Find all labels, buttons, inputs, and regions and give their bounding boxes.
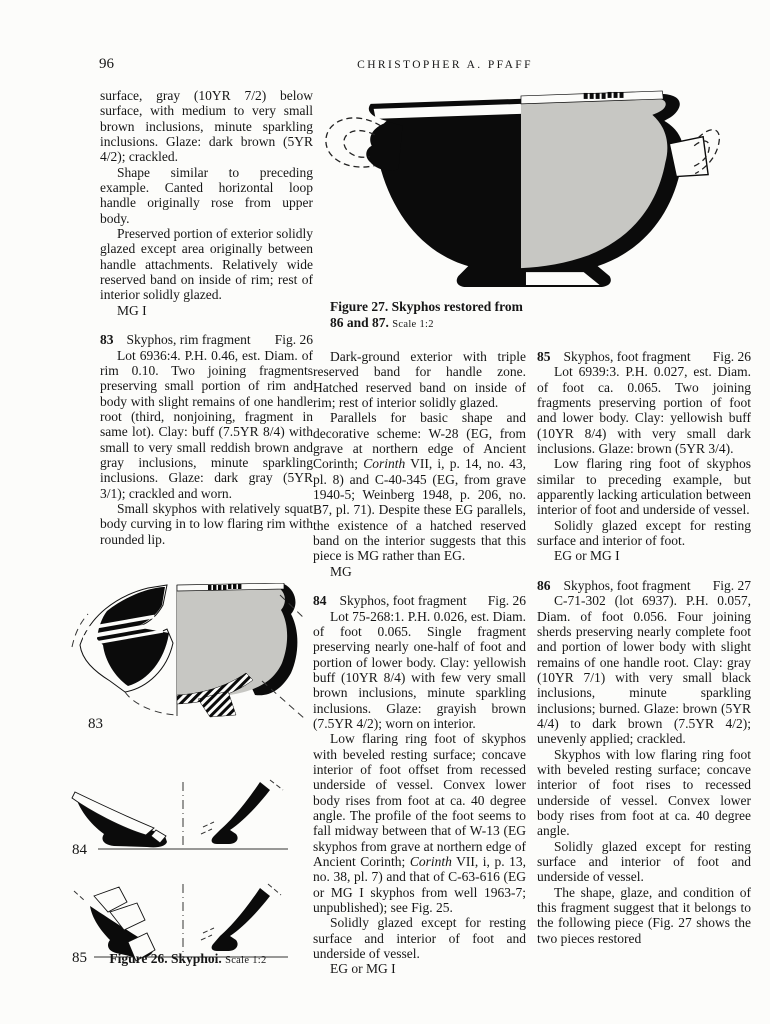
left-column xyxy=(100,88,313,547)
paragraph: C-71-302 (lot 6937). P.H. 0.057, Diam. of foot 0.056. Four joining sherds preserving nearly complete foot and portion of lower body with slight remains of one handle root. Clay: gray (10YR 7/1) with very small black inclusions, minute sparkling inclusions; burned. Glaze: brown (5YR 4/4) to dark brown (7.5YR 4/2); unevenly applied; crackled. xyxy=(537,593,751,747)
entry-title: Skyphos, foot fragment xyxy=(339,593,467,609)
period-designation: EG or MG I xyxy=(554,548,620,564)
paragraph: Lot 75-268:1. P.H. 0.026, est. Diam. of foot 0.065. Single fragment preserving nearly one-half of foot and portion of lower body. Clay: yellowish buff (10YR 8/4) with few very small brown inclusions, minute sparkling inclusions. Glaze: grayish brown (7.5YR 4/2); worn on interior. xyxy=(313,608,526,731)
running-head: CHRISTOPHER A. PFAFF xyxy=(357,59,533,71)
paragraph: Parallels for basic shape and decorative scheme: W-28 (EG, from grave at northern edge of Ancient Corinth; Corinth VII, i, p. 14, no. 43, pl. 8) and C-40-345 (EG, from grave 1940-5; Weinberg 1948, p. 206, no. B7, pl. 71). Despite these EG parallels, the existence of a hatched reserved band on the interior suggests that this piece is MG rather than EG. xyxy=(313,410,526,564)
paragraph: Low flaring ring foot of skyphos with beveled resting surface; concave interior of foot offset from recessed underside of vessel. Convex lower body rises from foot at ca. 40 degree angle. The profile of the foot seems to fall midway between that of W-13 (EG skyphos from grave at northern edge of Ancient Corinth; Corinth VII, i, p. 13, no. 38, pl. 7) and that of C-63-616 (EG or MG I skyphos from well 1963-7; unpublished); see Fig. 25. xyxy=(313,731,526,916)
entry-number: 86 xyxy=(537,577,551,593)
entry-title: Skyphos, foot fragment xyxy=(563,577,691,593)
catalog-entry-84 xyxy=(313,593,526,977)
right-column xyxy=(537,349,751,946)
drawing-label-85: 85 xyxy=(72,950,87,966)
figure-27-caption-line2: 86 and 87. xyxy=(330,315,389,330)
figure-26-drawing-83 xyxy=(70,583,305,733)
figure-26-caption xyxy=(72,951,304,967)
entry-number: 84 xyxy=(313,593,327,609)
catalog-entry-83 xyxy=(100,332,313,547)
figure-reference: Fig. 26 xyxy=(487,593,526,609)
catalog-entry-85 xyxy=(537,349,751,564)
section-gray-right xyxy=(521,99,667,268)
right-handle-attachment xyxy=(669,137,708,177)
paragraph: Low flaring ring foot of skyphos similar to preceding example, but apparently lacking articulation between interior of foot and underside of vessel. xyxy=(537,456,751,518)
paragraph: Solidly glazed except for resting surface and interior of foot. xyxy=(537,517,751,549)
paragraph: Preserved portion of exterior solidly glazed except area originally between handle attachments. Relatively wide reserved band on inside of rim; rest of interior solidly glazed. xyxy=(100,226,313,303)
drawing-label-84: 84 xyxy=(72,842,87,858)
period-designation: MG I xyxy=(117,302,147,318)
figure-reference: Fig. 26 xyxy=(274,332,313,348)
entry-title: Skyphos, foot fragment xyxy=(563,349,691,364)
period-designation: MG xyxy=(330,563,352,579)
figure-26-drawing-84 xyxy=(70,778,305,866)
figure-27-caption xyxy=(330,299,540,333)
italic-corinth: Corinth xyxy=(409,854,452,869)
paragraph: Dark-ground exterior with triple reserved band for handle zone. Hatched reserved band on inside of rim; rest of interior solidly glazed. xyxy=(313,349,526,411)
figure-reference: Fig. 27 xyxy=(712,577,751,593)
paragraph-continuation: surface, gray (10YR 7/2) below surface, with medium to very small brown inclusions, minute sparkling inclusions. Glaze: dark brown (5YR 4/2); crackled. xyxy=(100,88,313,165)
figure-27-scale: Scale 1:2 xyxy=(392,319,434,330)
period-designation: EG or MG I xyxy=(330,961,396,977)
italic-corinth: Corinth xyxy=(363,456,406,472)
entry-number: 85 xyxy=(537,349,551,364)
entry-title: Skyphos, rim fragment xyxy=(126,332,251,348)
figure-27-caption-line1: Figure 27. Skyphos restored from xyxy=(330,299,523,314)
figure-27-skyphos-drawing xyxy=(316,82,722,296)
figure-26-caption-text: Figure 26. Skyphoi. xyxy=(109,951,222,966)
middle-column xyxy=(313,349,526,977)
paragraph: Lot 6939:3. P.H. 0.027, est. Diam. of foot ca. 0.065. Two joining fragments preserving portion of foot and lower body. Clay: yellowish buff (10YR 8/4) with very small dark inclusions. Glaze: brown (5YR 3/4). xyxy=(537,364,751,457)
figure-26-scale: Scale 1:2 xyxy=(225,955,267,966)
drawing-label-83: 83 xyxy=(88,716,103,732)
entry-number: 83 xyxy=(100,332,114,348)
page-number: 96 xyxy=(99,56,114,72)
paragraph: Solidly glazed except for resting surface and interior of foot and underside of vessel. xyxy=(537,838,751,885)
paragraph: Shape similar to preceding example. Canted horizontal loop handle originally rose from upper body. xyxy=(100,164,313,226)
paragraph: The shape, glaze, and condition of this fragment suggest that it belongs to the following piece (Fig. 27 shows the two pieces restored xyxy=(537,884,751,946)
paragraph: Skyphos with low flaring ring foot with beveled resting surface; concave interior of foot rises to recessed underside of vessel. Convex lower body rises from foot at ca. 40 degree angle. xyxy=(537,746,751,839)
paragraph: Solidly glazed except for resting surface and interior of foot and underside of vessel. xyxy=(313,915,526,962)
figure-reference: Fig. 26 xyxy=(712,349,751,364)
paragraph: Small skyphos with relatively squat body curving in to low flaring rim with rounded lip. xyxy=(100,500,313,547)
catalog-entry-86 xyxy=(537,578,751,946)
paragraph: Lot 6936:4. P.H. 0.46, est. Diam. of rim 0.10. Two joining fragments preserving small portion of rim and body with slight remains of one handle root (third, nonjoining, fragment in same lot). Clay: buff (7.5YR 8/4) with small to very small reddish brown and gray inclusions, minute sparkling inclusions. Glaze: dark gray (5YR 3/1); crackled and worn. xyxy=(100,347,313,501)
